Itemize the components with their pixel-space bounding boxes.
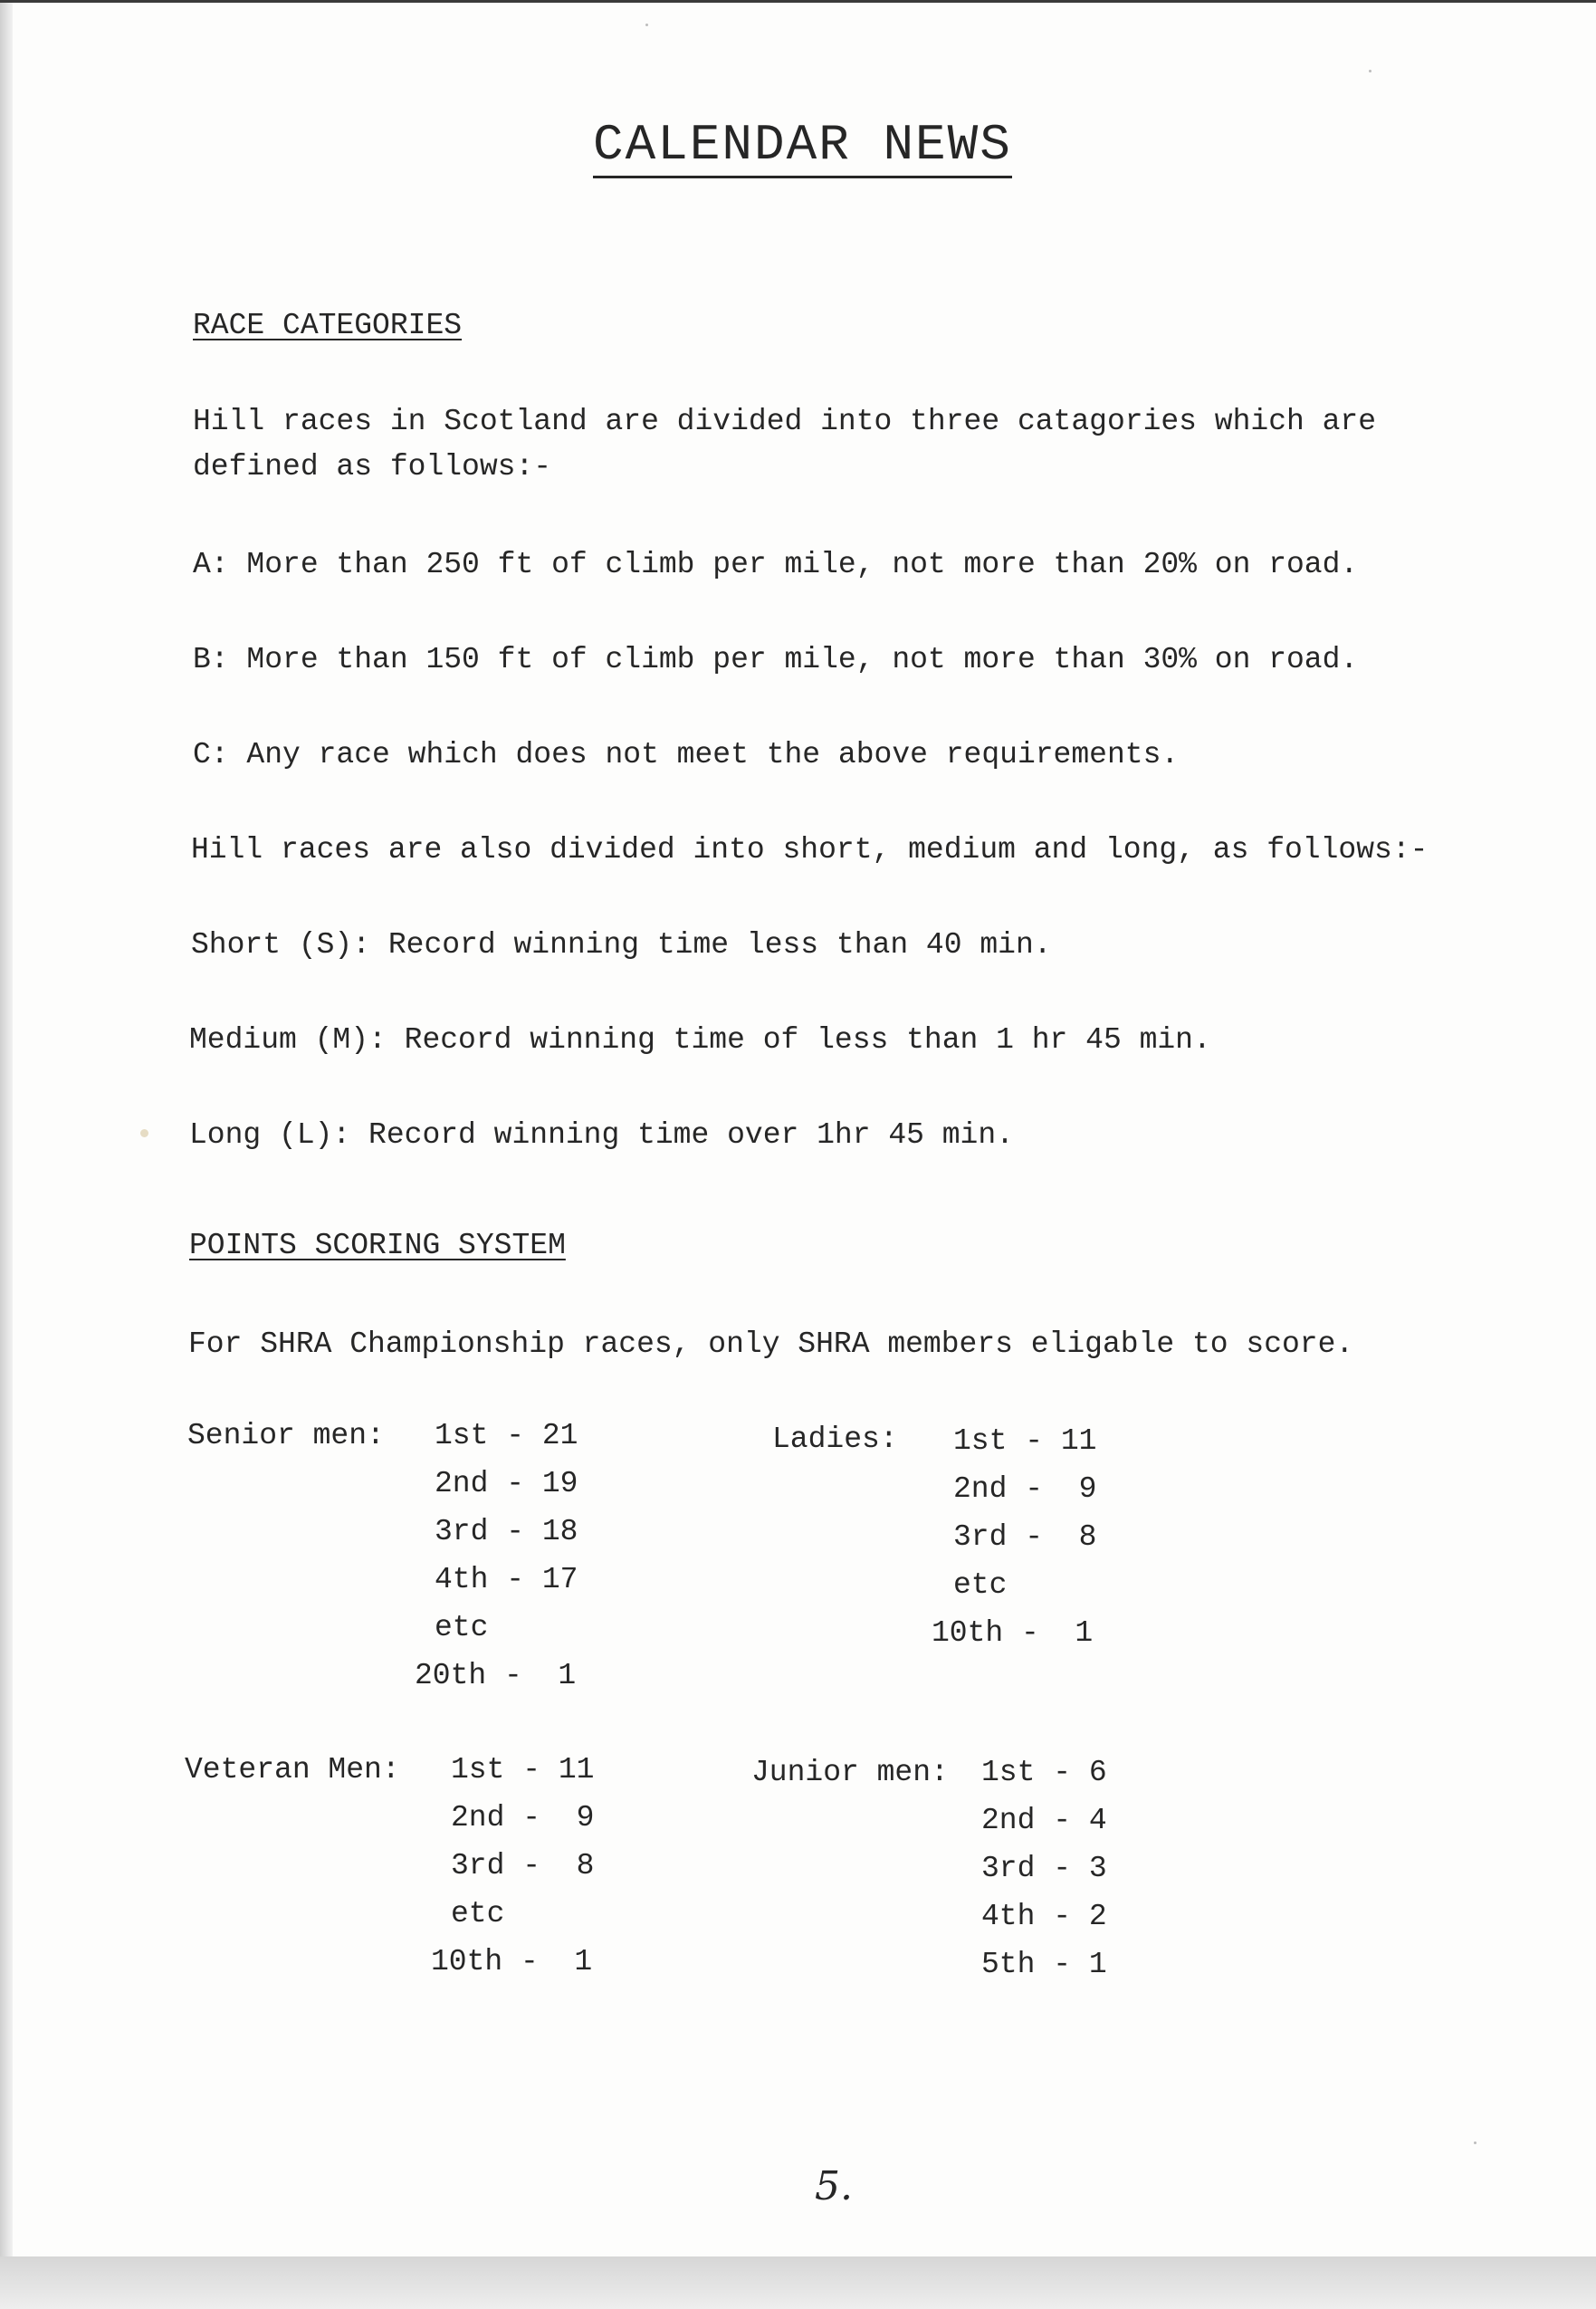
veteran-men-score-row: etc [451, 1897, 505, 1931]
scan-speck [140, 1129, 148, 1137]
ladies-score-row: 3rd - 8 [953, 1520, 1097, 1554]
veteran-men-score-row: 1st - 11 [451, 1753, 595, 1787]
ladies-score-row: etc [953, 1568, 1008, 1602]
points-scoring-heading: POINTS SCORING SYSTEM [189, 1229, 566, 1262]
veteran-men-score-row: 3rd - 8 [451, 1849, 595, 1883]
race-categories-heading: RACE CATEGORIES [193, 309, 463, 342]
category-c-definition: C: Any race which does not meet the above requirements. [193, 738, 1180, 771]
senior-men-score-row: 20th - 1 [415, 1659, 577, 1692]
category-a-definition: A: More than 250 ft of climb per mile, not more than 20% on road. [193, 548, 1359, 581]
junior-men-score-row: 5th - 1 [981, 1948, 1107, 1981]
veteran-men-score-row: 10th - 1 [431, 1945, 593, 1978]
junior-men-label: Junior men: [751, 1756, 949, 1789]
scan-speck [645, 24, 648, 26]
senior-men-score-row: 4th - 17 [435, 1563, 578, 1596]
short-race-definition: Short (S): Record winning time less than 40 min. [191, 928, 1052, 962]
long-race-definition: Long (L): Record winning time over 1hr 45 min. [189, 1118, 1014, 1152]
points-scoring-intro: For SHRA Championship races, only SHRA members eligable to score. [188, 1327, 1354, 1361]
junior-men-score-row: 1st - 6 [981, 1756, 1107, 1789]
ladies-score-row: 1st - 11 [953, 1424, 1097, 1458]
senior-men-label: Senior men: [187, 1419, 385, 1452]
ladies-score-row: 2nd - 9 [953, 1472, 1097, 1506]
scan-top-edge [0, 0, 1596, 3]
senior-men-score-row: 3rd - 18 [435, 1515, 578, 1548]
scan-left-edge [0, 0, 13, 2309]
ladies-score-row: 10th - 1 [932, 1616, 1094, 1650]
junior-men-score-row: 2nd - 4 [981, 1804, 1107, 1837]
race-categories-intro-line2: defined as follows:- [193, 450, 552, 484]
scan-speck [1474, 2141, 1477, 2144]
medium-race-definition: Medium (M): Record winning time of less than 1 hr 45 min. [189, 1023, 1211, 1057]
ladies-label: Ladies: [772, 1423, 898, 1456]
scan-bottom-edge [0, 2256, 1596, 2309]
senior-men-score-row: 2nd - 19 [435, 1467, 578, 1500]
senior-men-score-row: 1st - 21 [435, 1419, 578, 1452]
scan-speck [1369, 70, 1371, 72]
race-categories-intro-line1: Hill races in Scotland are divided into three catagories which are [193, 405, 1377, 438]
length-categories-intro: Hill races are also divided into short, medium and long, as follows:- [191, 833, 1429, 867]
category-b-definition: B: More than 150 ft of climb per mile, not more than 30% on road. [193, 643, 1359, 676]
junior-men-score-row: 3rd - 3 [981, 1852, 1107, 1885]
junior-men-score-row: 4th - 2 [981, 1900, 1107, 1933]
veteran-men-score-row: 2nd - 9 [451, 1801, 595, 1835]
senior-men-score-row: etc [435, 1611, 489, 1644]
veteran-men-label: Veteran Men: [185, 1753, 400, 1787]
page-number: 5. [815, 2163, 853, 2209]
page-title: CALENDAR NEWS [593, 116, 1012, 178]
